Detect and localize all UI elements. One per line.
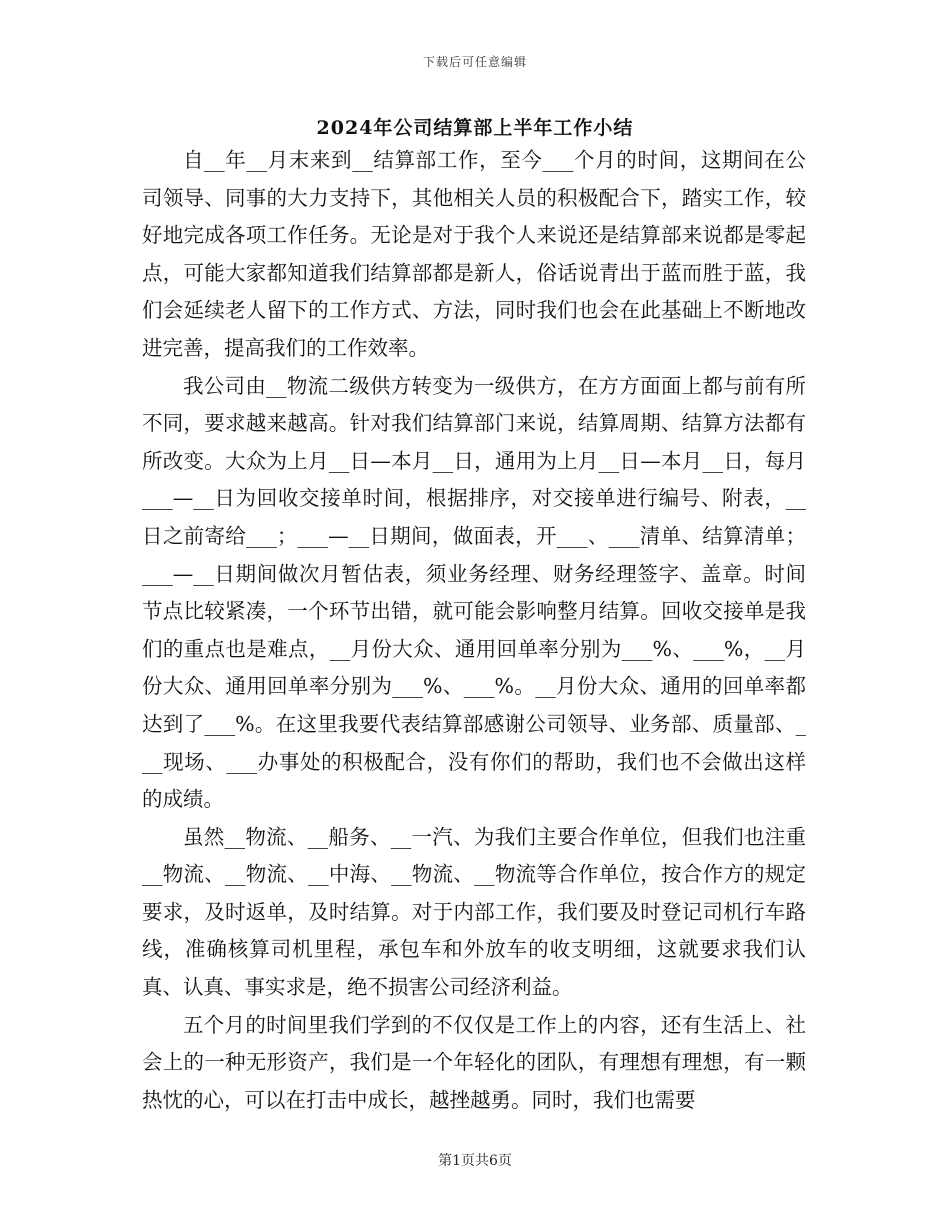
document-body <box>142 142 806 1119</box>
page-number: 第1页共6页 <box>438 1153 512 1169</box>
paragraph: 虽然__物流、__船务、__一汽、为我们主要合作单位，但我们也注重__物流、__物流、__中海、__物流、__物流等合作单位，按合作方的规定要求，及时返单，及时结算。对于内部工作，我们要及时登记司机行车路线，准确核算司机里程，承包车和外放车的收支明细，这就要求我们认真、认真、事实求是，绝不损害公司经济利益。 <box>142 824 806 1000</box>
page-header-note: 下载后可任意编辑 <box>422 55 527 69</box>
paragraph: 自__年__月末来到__结算部工作，至今___个月的时间，这期间在公司领导、同事的大力支持下，其他相关人员的积极配合下，踏实工作，较好地完成各项工作任务。无论是对于我个人来说还是结算部来说都是零起点，可能大家都知道我们结算部都是新人，俗话说青出于蓝而胜于蓝，我们会延续老人留下的工作方式、方法，同时我们也会在此基础上不断地改进完善，提高我们的工作效率。 <box>142 148 806 360</box>
paragraph: 五个月的时间里我们学到的不仅仅是工作上的内容，还有生活上、社会上的一种无形资产，我们是一个年轻化的团队，有理想有理想，有一颗热忱的心，可以在打击中成长，越挫越勇。同时，我们也需要 <box>142 1012 806 1112</box>
document-title: 2024年公司结算部上半年工作小结 <box>316 117 634 139</box>
paragraph: 我公司由__物流二级供方转变为一级供方，在方方面面上都与前有所不同，要求越来越高。针对我们结算部门来说，结算周期、结算方法都有所改变。大众为上月__日—本月__日，通用为上月__日—本月__日，每月___—__日为回收交接单时间，根据排序，对交接单进行编号、附表，__日之前寄给___；___—__日期间，做面表，开___、___清单、结算清单；___—__日期间做次月暂估表，须业务经理、财务经理签字、盖章。时间节点比较紧凑，一个环节出错，就可能会影响整月结算。回收交接单是我们的重点也是难点，__月份大众、通用回单率分别为___%、___%，__月份大众、通用回单率分别为___%、___%。__月份大众、通用的回单率都达到了___%。在这里我要代表结算部感谢公司领导、业务部、质量部、___现场、___办事处的积极配合，没有你们的帮助，我们也不会做出这样的成绩。 <box>142 373 806 812</box>
